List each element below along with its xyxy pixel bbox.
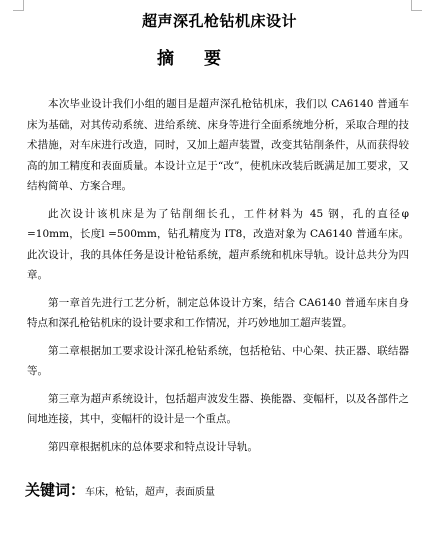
document-title: 超声深孔枪钻机床设计 xyxy=(141,12,297,30)
abstract-paragraph-6: 第四章根据机床的总体要求和特点设计导轨。 xyxy=(48,440,258,453)
keywords-list: 车床，枪钻，超声，表面质量 xyxy=(85,487,216,498)
abstract-body xyxy=(27,94,409,457)
abstract-paragraph-2: 此次设计该机床是为了钻削细长孔，工件材料为 45 钢，孔的直径φ =10mm，长度l =500mm，钻孔精度为 IT8，改造对象为 CA6140 普通车床。此次设计，我的具体任务是设计枪钻系统，超声系统和机床导轨。设计总共分为四章。 xyxy=(27,207,409,281)
keywords-label: 关键词： xyxy=(25,481,86,499)
abstract-paragraph-4: 第二章根据加工要求设计深孔枪钻系统，包括枪钻、中心架、扶正器、联结器等。 xyxy=(27,344,409,377)
abstract-paragraph-1: 本次毕业设计我们小组的题目是超声深孔枪钻机床，我们以 CA6140 普通车床为基础，对其传动系统、进给系统、床身等进行全面系统地分析，采取合理的技术措施，对车床进行改造，同时，又加上超声装置，改变其钻削条件，从而获得较高的加工精度和表面质量。本设计立足于“改”，使机床改装后既满足加工要求，又结构简单、方案合理。 xyxy=(27,98,409,192)
abstract-heading: 摘 要 xyxy=(157,49,233,69)
keywords-line xyxy=(25,479,215,500)
abstract-paragraph-5: 第三章为超声系统设计，包括超声波发生器、换能器、变幅杆，以及各部件之间地连接，其中，变幅杆的设计是一个重点。 xyxy=(27,392,409,425)
abstract-paragraph-3: 第一章首先进行工艺分析，制定总体设计方案，结合 CA6140 普通车床自身特点和深孔枪钻机床的设计要求和工作情况，并巧妙地加工超声装置。 xyxy=(27,296,409,329)
